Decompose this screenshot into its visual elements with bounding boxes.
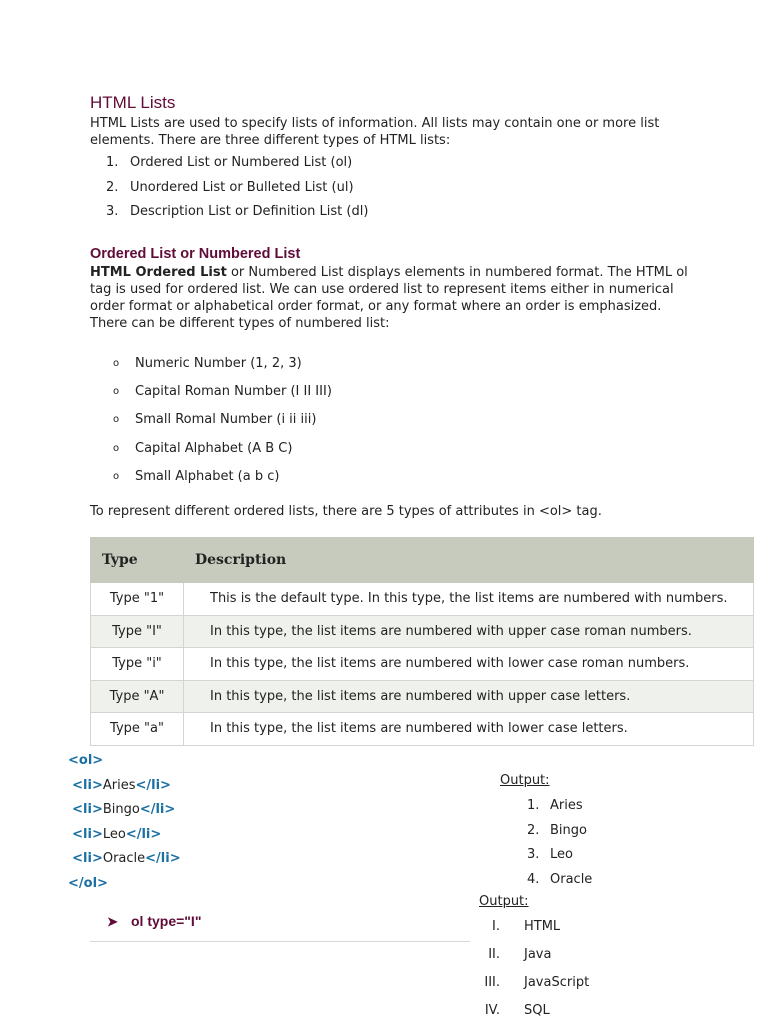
list-item: o Small Alphabet (a b c) [113,468,280,484]
type-attributes-table [90,537,754,746]
bullet-icon: o [113,358,120,369]
bullet-icon: o [113,470,120,482]
output-label: Output: [479,894,529,909]
table-row [91,615,754,648]
attributes-intro: To represent different ordered lists, there are 5 types of attributes in <ol> tag. [90,504,602,519]
table-row [91,680,754,713]
code-line: <li>Aries</li> [72,777,171,793]
description-cell: This is the default type. In this type, the list items are numbered with numbers. [184,583,754,616]
page-title: HTML Lists [90,93,176,112]
type-cell: Type "i" [91,648,184,681]
list-item: 1. Ordered List or Numbered List (ol) [106,155,353,170]
bullet-icon: o [113,442,120,454]
code-example [68,752,181,899]
ordered-list-heading: Ordered List or Numbered List [90,246,301,262]
table-row [91,583,754,616]
list-item: o Small Romal Number (i ii iii) [113,412,317,428]
list-item: o Numeric Number (1, 2, 3) [113,356,302,371]
table-row [91,648,754,681]
list-item: 3. Leo [527,847,573,862]
list-item: IV. SQL [484,1003,550,1018]
output-list [527,797,592,895]
list-item: o Capital Alphabet (A B C) [113,440,293,456]
list-item: I. HTML [492,919,561,934]
code-line: <li>Oracle</li> [72,851,181,866]
list-item: o Capital Roman Number (I II III) [113,384,332,400]
bullet-icon: o [113,414,120,426]
type-cell: Type "I" [91,615,184,648]
list-types [106,154,368,228]
list-item: II. Java [488,947,552,962]
list-item: 2. Unordered List or Bulleted List (ul) [106,179,354,195]
code-line: <li>Bingo</li> [72,802,176,817]
roman-output-list [476,918,589,1030]
numbering-types-list [113,355,332,496]
description-cell: In this type, the list items are numbered with upper case letters. [184,680,754,713]
type-cell: Type "1" [91,583,184,616]
list-item: 4. Oracle [527,871,593,887]
ordered-list-intro: HTML Ordered List or Numbered List displays elements in numbered format. The HTML ol tag is used for ordered list. We can use ordered list to represent items either in numerical order format or alphabetical order format, or any format where an order is emphasized. There can be different types of numbered list: [90,265,688,331]
code-line: </ol> [68,875,108,891]
column-header-description: Description [184,538,754,583]
arrow-bullet-icon: ➤ [107,914,118,929]
table-row [91,713,754,746]
bullet-icon: o [113,386,120,398]
list-item: 3. Description List or Definition List (dl) [106,204,369,219]
lists-intro: HTML Lists are used to specify lists of information. All lists may contain one or more list elements. There are three different types of HTML lists: [90,116,660,148]
divider [90,941,470,942]
output-label: Output: [500,773,550,788]
code-line: <ol> [68,753,104,768]
description-cell: In this type, the list items are numbered with lower case roman numbers. [184,648,754,681]
description-cell: In this type, the list items are numbered with lower case letters. [184,713,754,746]
description-cell: In this type, the list items are numbered with upper case roman numbers. [184,615,754,648]
intro-bold-term: HTML Ordered List [90,265,227,280]
type-cell: Type "a" [91,713,184,746]
type-i-subheading: ➤ ol type="I" [107,913,202,929]
list-item: III. JavaScript [484,975,590,990]
list-item: 1. Aries [527,798,583,813]
code-line: <li>Leo</li> [72,826,162,842]
type-cell: Type "A" [91,680,184,713]
list-item: 2. Bingo [527,822,587,838]
column-header-type: Type [91,538,184,583]
